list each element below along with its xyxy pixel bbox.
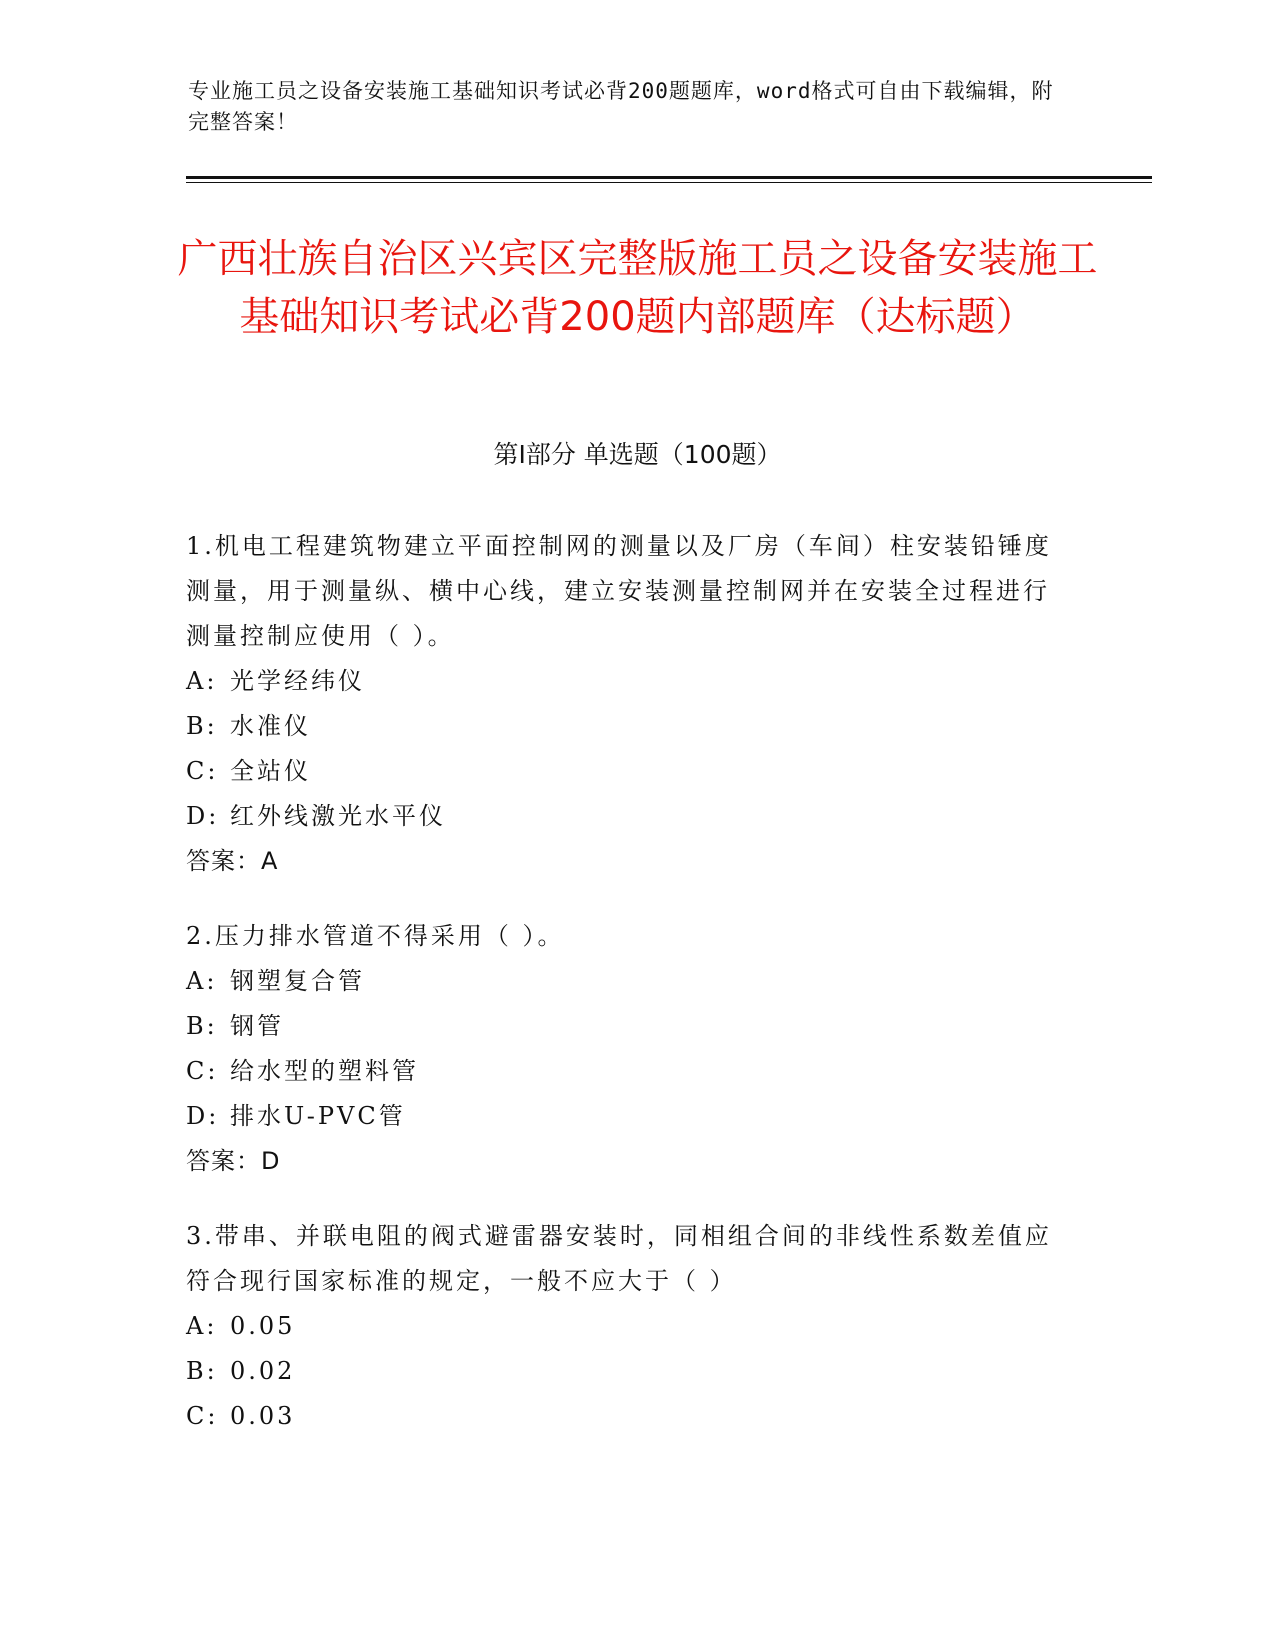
option-c — [186, 749, 1066, 794]
option-b — [186, 1004, 1066, 1049]
option-label: B: — [186, 1357, 218, 1385]
option-text: 红外线激光水平仪 — [230, 802, 446, 830]
option-label: C: — [186, 757, 219, 785]
option-text: 水准仪 — [230, 712, 311, 740]
question-3 — [186, 1214, 1066, 1439]
answer-line: 答案：A — [186, 847, 279, 875]
option-text: 钢管 — [230, 1012, 284, 1040]
option-a — [186, 1304, 1066, 1349]
question-1 — [186, 524, 1066, 884]
option-c — [186, 1049, 1066, 1094]
document-title: 广西壮族自治区兴宾区完整版施工员之设备安装施工基础知识考试必背200题内部题库（达标题） — [177, 236, 1098, 340]
question-text: 2.压力排水管道不得采用（ ）。 — [186, 922, 565, 950]
header-note: 专业施工员之设备安装施工基础知识考试必背200题题库，word格式可自由下载编辑，附完整答案！ — [188, 79, 1054, 134]
option-label: B: — [186, 1012, 218, 1040]
option-text: 全站仪 — [230, 757, 311, 785]
option-b — [186, 704, 1066, 749]
answer-line: 答案：D — [186, 1147, 281, 1175]
question-2 — [186, 914, 1066, 1184]
option-label: B: — [186, 712, 218, 740]
header-rule-thick — [186, 176, 1152, 179]
option-text: 排水U-PVC管 — [230, 1102, 406, 1130]
option-label: D: — [186, 1102, 220, 1130]
option-text: 光学经纬仪 — [230, 667, 365, 695]
option-label: C: — [186, 1402, 219, 1430]
option-text: 给水型的塑料管 — [230, 1057, 419, 1085]
option-d — [186, 1094, 1066, 1139]
option-d — [186, 794, 1066, 839]
option-label: A: — [186, 1312, 218, 1340]
option-label: D: — [186, 802, 220, 830]
section-title: 第I部分 单选题（100题） — [493, 440, 782, 469]
option-text: 0.02 — [230, 1357, 296, 1385]
option-text: 0.03 — [230, 1402, 296, 1430]
question-text: 3.带串、并联电阻的阀式避雷器安装时，同相组合间的非线性系数差值应符合现行国家标准的规定，一般不应大于（ ） — [186, 1222, 1052, 1295]
question-text: 1.机电工程建筑物建立平面控制网的测量以及厂房（车间）柱安装铅锤度测量，用于测量纵、横中心线，建立安装测量控制网并在安装全过程进行测量控制应使用（ ）。 — [186, 532, 1052, 650]
header-rule-thin — [186, 182, 1152, 183]
option-label: A: — [186, 667, 218, 695]
option-text: 钢塑复合管 — [230, 967, 365, 995]
option-a — [186, 659, 1066, 704]
option-a — [186, 959, 1066, 1004]
question-list — [186, 524, 1066, 1469]
option-label: C: — [186, 1057, 219, 1085]
option-c — [186, 1394, 1066, 1439]
option-b — [186, 1349, 1066, 1394]
option-text: 0.05 — [230, 1312, 296, 1340]
option-label: A: — [186, 967, 218, 995]
